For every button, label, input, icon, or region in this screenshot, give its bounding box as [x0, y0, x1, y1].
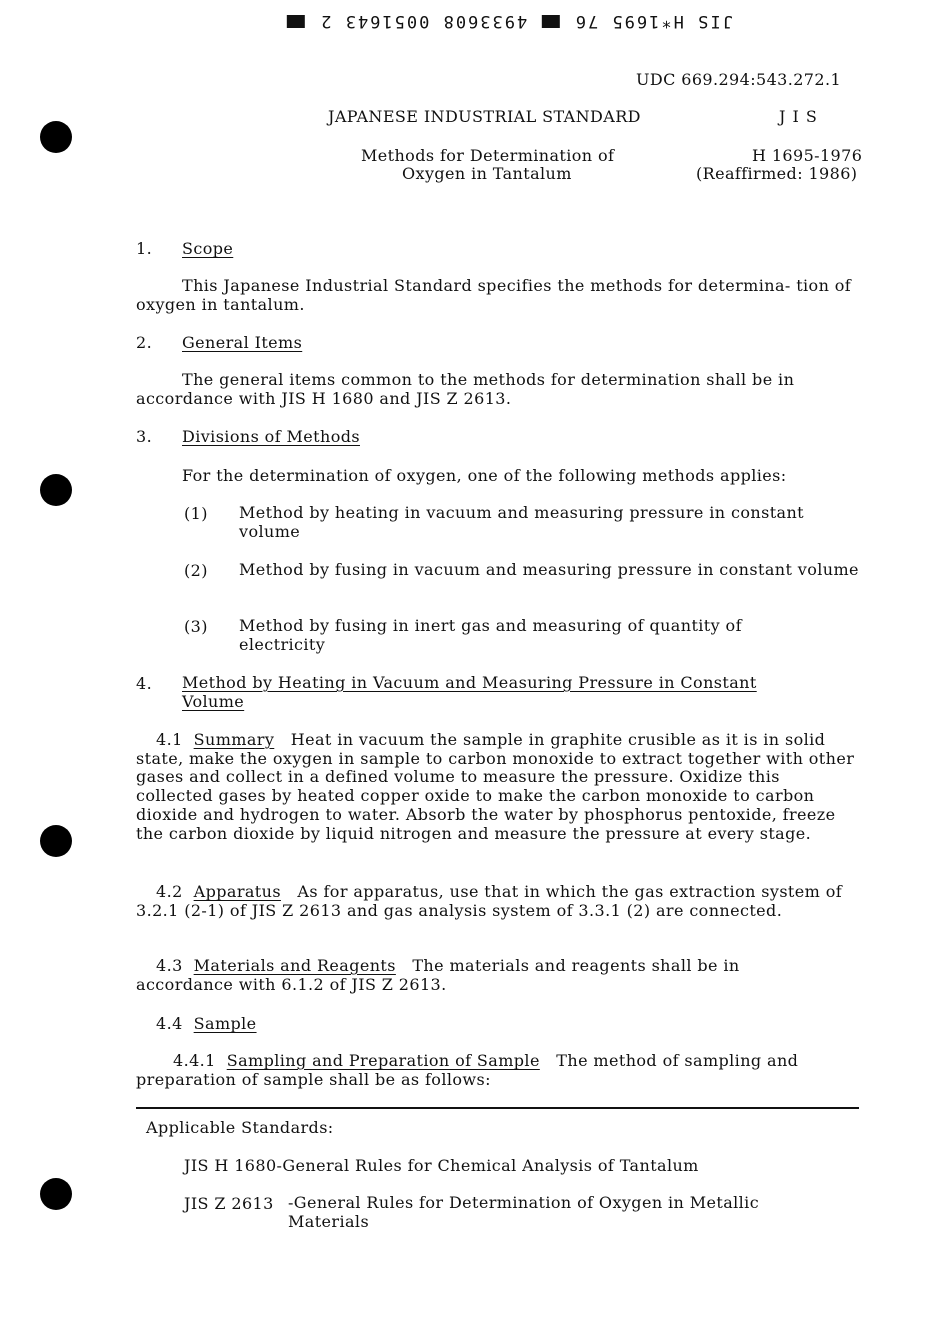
section-heading-general-items: General Items	[182, 333, 303, 352]
subsection-sampling	[136, 1052, 858, 1089]
subsection-number: 4.4.1	[173, 1051, 216, 1070]
method-text: Method by heating in vacuum and measuring pressure in constant volume	[239, 503, 804, 541]
footnote-code: JIS H 1680	[184, 1156, 277, 1175]
subsection-heading-sampling: Sampling and Preparation of Sample	[226, 1051, 540, 1070]
subsection-text-apparatus: As for apparatus, use that in which the gas extraction system of 3.2.1 (2-1) of JIS Z 2613 and gas analysis system of 3.3.1 (2) are connected.	[136, 882, 843, 920]
subsection-summary	[136, 731, 858, 843]
header-code-part1: JIS H*1695 76	[573, 11, 733, 31]
subsection-heading-materials: Materials and Reagents	[193, 956, 396, 975]
subtitle-line2: Oxygen in Tantalum	[402, 164, 572, 183]
subsection-heading-sample: Sample	[193, 1014, 257, 1033]
footnote-item	[184, 1156, 699, 1175]
section-heading-method-heating: Method by Heating in Vacuum and Measuring Pressure in Constant Volume	[182, 673, 757, 711]
subsection-number: 4.4	[156, 1014, 183, 1033]
punch-hole	[40, 825, 72, 857]
section-text-general-items: The general items common to the methods for determination shall be in accordance with JIS H 1680 and JIS Z 2613.	[136, 370, 795, 408]
footnote-text: -General Rules for Chemical Analysis of Tantalum	[276, 1156, 699, 1175]
subsection-sample	[156, 1014, 257, 1033]
subsection-heading-apparatus: Apparatus	[193, 882, 281, 901]
page-title: JAPANESE INDUSTRIAL STANDARD	[328, 107, 641, 126]
section-number: 1.	[136, 239, 153, 258]
section-intro-divisions: For the determination of oxygen, one of the following methods applies:	[182, 466, 787, 485]
method-text: Method by fusing in vacuum and measuring pressure in constant volume	[239, 560, 859, 579]
jis-label: J I S	[779, 107, 818, 126]
footnote-code: JIS Z 2613	[184, 1194, 274, 1213]
subsection-number: 4.3	[156, 956, 183, 975]
subsection-materials	[136, 957, 826, 994]
subsection-heading-summary: Summary	[193, 730, 275, 749]
section-heading-scope: Scope	[182, 239, 234, 258]
footnote-item	[184, 1194, 274, 1213]
punch-hole	[40, 474, 72, 506]
subsection-text-summary: Heat in vacuum the sample in graphite crusible as it is in solid state, make the oxygen in sample to carbon monoxide to extract together with other gases and collect in a defined volume to measure the pressure. Oxidize this collected gases by heated copper oxide to make the carbon monoxide to carbon dioxide and hydrogen to water. Absorb the water by phosphorus pentoxide, freeze the carbon dioxide by liquid nitrogen and measure the pressure at every stage.	[136, 730, 855, 843]
footnote-label: Applicable Standards:	[146, 1118, 334, 1137]
header-code	[285, 11, 733, 31]
section-text-scope: This Japanese Industrial Standard specifies the methods for determina- tion of oxygen in tantalum.	[136, 276, 852, 314]
udc-code: UDC 669.294:543.272.1	[636, 70, 842, 89]
standard-number: H 1695-1976	[752, 146, 863, 165]
subsection-text-materials: The materials and reagents shall be in accordance with 6.1.2 of JIS Z 2613.	[136, 956, 740, 994]
method-number: (2)	[184, 561, 208, 580]
barcode-mark	[542, 15, 560, 28]
subsection-text-sampling: The method of sampling and preparation of sample shall be as follows:	[136, 1051, 799, 1089]
punch-hole	[40, 1178, 72, 1210]
method-number: (3)	[184, 617, 208, 636]
method-number: (1)	[184, 504, 208, 523]
header-code-part2: 4933608 0051643 2	[319, 11, 528, 31]
subsection-number: 4.1	[156, 730, 183, 749]
subtitle-line1: Methods for Determination of	[361, 146, 615, 165]
reaffirmed-date: (Reaffirmed: 1986)	[696, 164, 858, 183]
method-text: Method by fusing in inert gas and measuring of quantity of electricity	[239, 616, 742, 654]
footnote-text: -General Rules for Determination of Oxygen in Metallic Materials	[288, 1193, 760, 1231]
subsection-apparatus	[136, 883, 858, 920]
footnote-divider	[136, 1107, 859, 1109]
section-number: 4.	[136, 674, 153, 693]
section-number: 2.	[136, 333, 153, 352]
subsection-number: 4.2	[156, 882, 183, 901]
section-number: 3.	[136, 427, 153, 446]
punch-hole	[40, 121, 72, 153]
section-heading-divisions: Divisions of Methods	[182, 427, 360, 446]
barcode-mark	[287, 15, 305, 28]
